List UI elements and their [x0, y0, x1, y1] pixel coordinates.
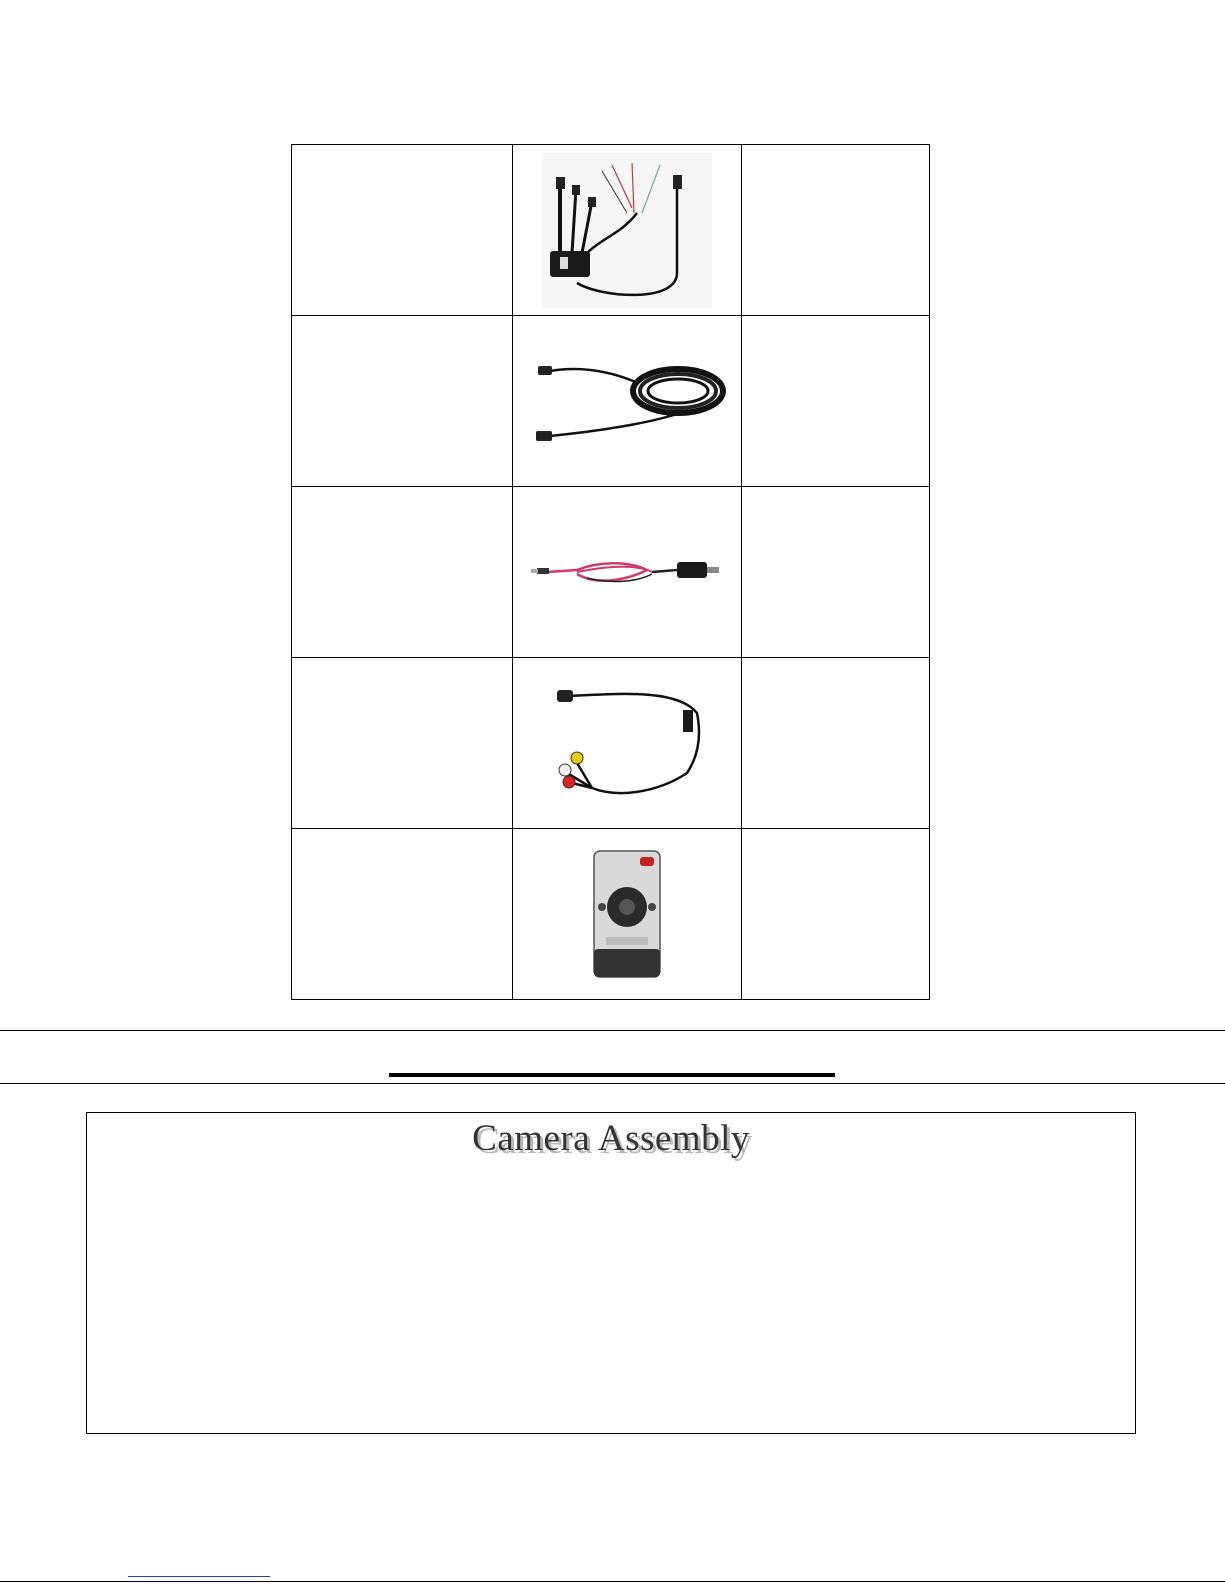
part-name-cell: [292, 316, 513, 487]
rca-adapter-cable-image: [537, 668, 717, 818]
camera-assembly-box: [86, 1112, 1136, 1434]
footer-link-underline[interactable]: [128, 1576, 270, 1577]
part-qty-cell: [742, 316, 930, 487]
part-name-cell: [292, 487, 513, 658]
part-qty-cell: [742, 658, 930, 829]
part-image-cell: [513, 487, 742, 658]
camera-harness-cable-image: [542, 153, 712, 308]
table-row: [292, 487, 930, 658]
part-image-cell: [513, 316, 742, 487]
heading-underline: [389, 1073, 835, 1077]
part-qty-cell: [742, 487, 930, 658]
part-qty-cell: [742, 145, 930, 316]
table-row: [292, 145, 930, 316]
part-image-cell: [513, 658, 742, 829]
coiled-extension-cable-image: [520, 341, 735, 461]
part-name-cell: [292, 145, 513, 316]
table-row: [292, 658, 930, 829]
camera-assembly-title: Camera Assembly: [472, 1118, 750, 1159]
parts-table: [291, 144, 930, 1000]
part-name-cell: [292, 829, 513, 1000]
section-divider: [0, 1083, 1225, 1084]
part-image-cell: [513, 145, 742, 316]
footer-divider: [0, 1581, 1225, 1582]
table-row: [292, 829, 930, 1000]
remote-control-image: [592, 849, 662, 979]
section-divider: [0, 1030, 1225, 1031]
table-row: [292, 316, 930, 487]
part-qty-cell: [742, 829, 930, 1000]
cigarette-lighter-power-cable-image: [527, 542, 727, 602]
part-image-cell: [513, 829, 742, 1000]
part-name-cell: [292, 658, 513, 829]
